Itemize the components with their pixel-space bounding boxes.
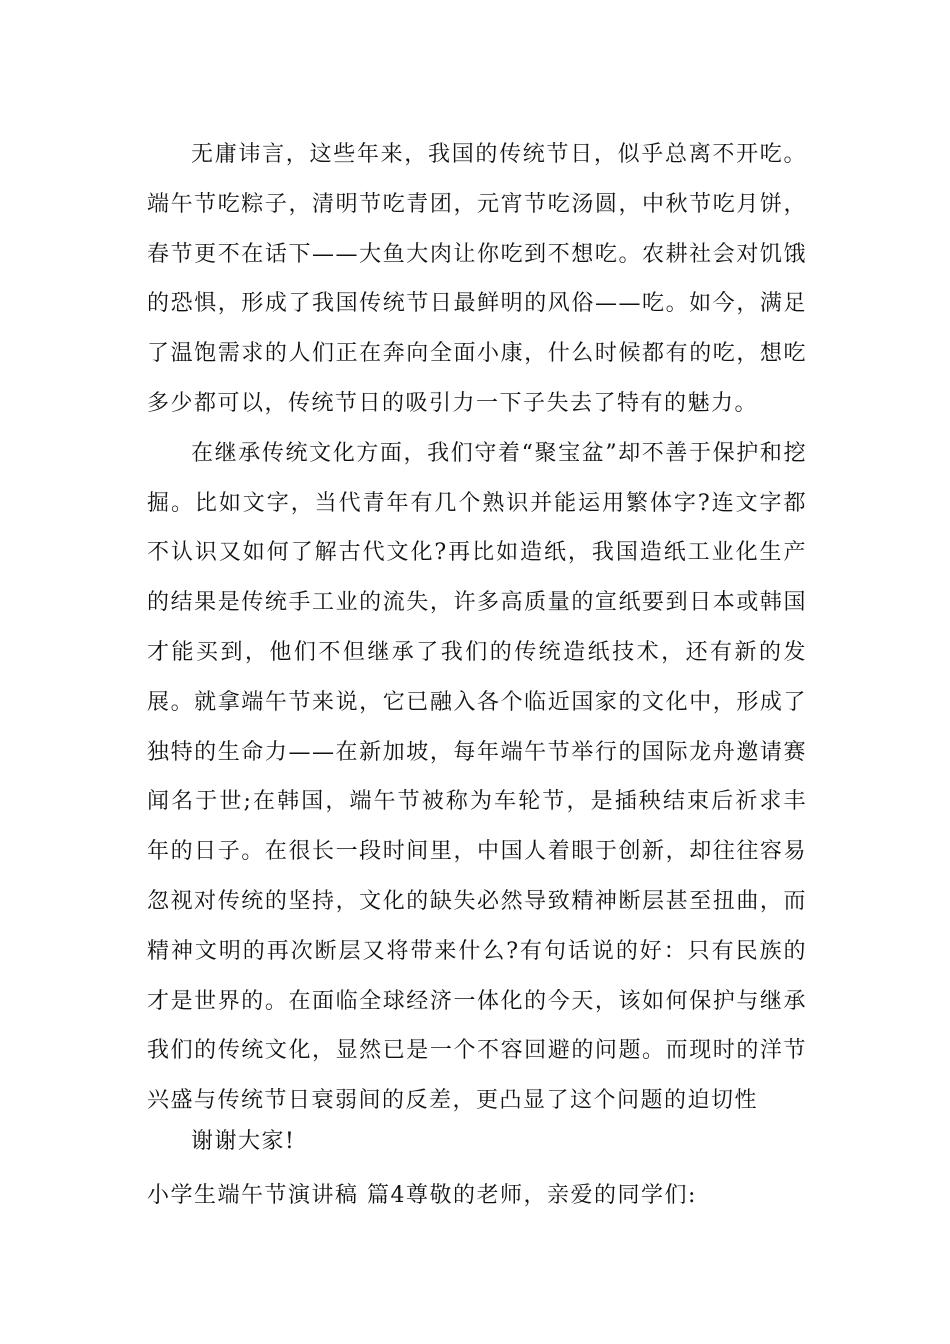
paragraph-cultural-inheritance: 在继承传统文化方面，我们守着“聚宝盆”却不善于保护和挖掘。比如文字，当代青年有几个熟识并能运用繁体字?连文字都不认识又如何了解古代文化?再比如造纸，我国造纸工业化生产的结果是传统手工业的流失，许多高质量的宣纸要到日本或韩国才能买到，他们不但继承了我们的传统造纸技术，还有新的发展。就拿端午节来说，它已融入各个临近国家的文化中，形成了独特的生命力——在新加坡，每年端午节举行的国际龙舟邀请赛闻名于世;在韩国，端午节被称为车轮节，是插秧结束后祈求丰年的日子。在很长一段时间里，中国人着眼于创新，却往往容易忽视对传统的坚持，文化的缺失必然导致精神断层甚至扭曲，而精神文明的再次断层又将带来什么?有句话说的好：只有民族的才是世界的。在面临全球经济一体化的今天，该如何保护与继承我们的传统文化，显然已是一个不容回避的问题。而现时的洋节兴盛与传统节日衰弱间的反差，更凸显了这个问题的迫切性: [147, 440, 807, 1114]
thanks-line: 谢谢大家!: [191, 1129, 296, 1154]
section-heading: 小学生端午节演讲稿 篇4尊敬的老师，亲爱的同学们:: [147, 1183, 697, 1208]
paragraph-food-traditions: 无庸讳言，这些年来，我国的传统节日，似乎总离不开吃。端午节吃粽子，清明节吃青团，元宵节吃汤圆，中秋节吃月饼，春节更不在话下——大鱼大肉让你吃到不想吃。农耕社会对饥饿的恐惧，形成了我国传统节日最鲜明的风俗——吃。如今，满足了温饱需求的人们正在奔向全面小康，什么时候都有的吃，想吃多少都可以，传统节日的吸引力一下子失去了特有的魅力。: [147, 142, 807, 416]
document-body: [147, 130, 807, 1126]
